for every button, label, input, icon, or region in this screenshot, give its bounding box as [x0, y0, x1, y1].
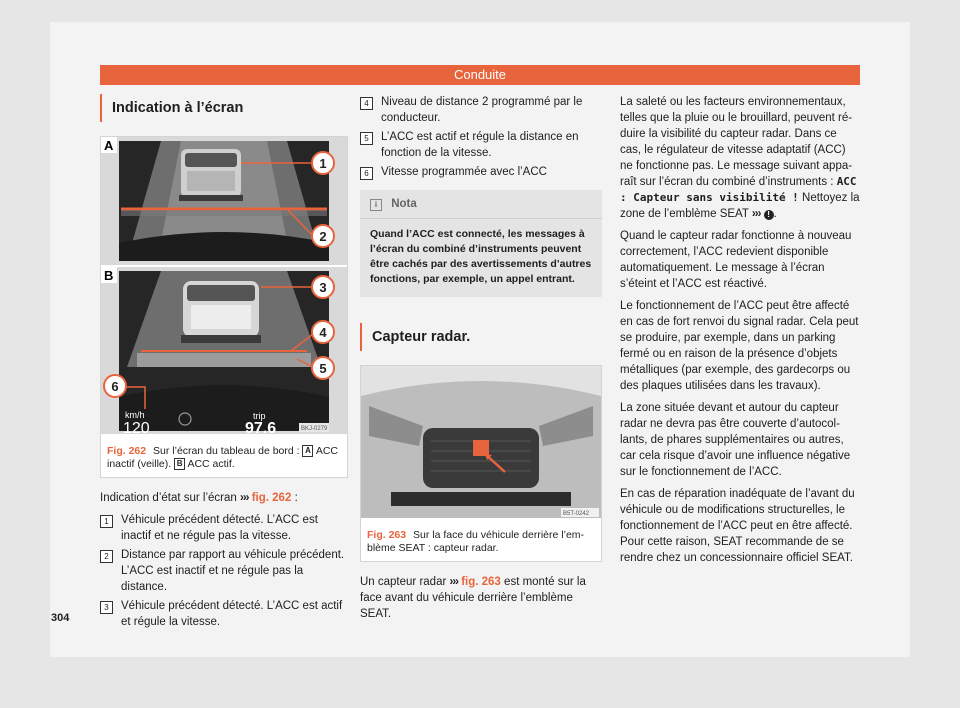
column-right	[620, 94, 860, 572]
list-item: 1 Véhicule précédent détecté. L’ACC est inactif et ne régule pas la vitesse.	[100, 512, 348, 544]
figure-code: BKJ-0279	[301, 426, 328, 432]
column-middle	[360, 94, 602, 628]
speed-unit: km/h	[125, 410, 145, 420]
panel-a-label: A	[104, 138, 114, 153]
figure-263	[360, 365, 602, 562]
list-item: 2 Distance par rapport au véhicule précédent. L’ACC est inactif et ne régule pas la distance.	[100, 547, 348, 595]
figure-number: Fig. 262	[107, 445, 147, 457]
callout-3	[312, 276, 334, 298]
key-b-badge: B	[174, 458, 185, 470]
callout-4	[312, 321, 334, 343]
svg-text:6: 6	[111, 379, 119, 394]
figure-262-caption	[101, 439, 347, 477]
paragraph: Quand le capteur radar fonctionne à nouveau correctement, l’ACC redevient disponible automatiquement. Le message à l’écran s’éteint et l’ACC est réactivé.	[620, 230, 852, 290]
item-number-badge: 4	[360, 97, 373, 110]
cluster-display-illustration	[101, 137, 347, 434]
figure-262	[100, 136, 348, 478]
arrow-glyph: ›››	[449, 576, 458, 588]
list-item: 4 Niveau de distance 2 programmé par le conducteur.	[360, 94, 602, 126]
radar-sensor-mark	[473, 440, 489, 456]
list-item: 3 Véhicule précédent détecté. L’ACC est actif et régule la vitesse.	[100, 598, 348, 630]
callout-5	[312, 357, 334, 379]
svg-text:3: 3	[319, 280, 327, 295]
page-number: 304	[51, 612, 70, 624]
item-number-badge: 3	[100, 601, 113, 614]
caption-text: ACC actif.	[187, 458, 235, 470]
item-number-badge: 6	[360, 167, 373, 180]
callout-1	[312, 152, 334, 174]
chapter-header	[100, 65, 860, 85]
warning-icon[interactable]: !	[764, 210, 774, 220]
paragraph: La saleté ou les facteurs environnementaux, telles que la pluie ou le brouillard, peuvent réduire la visibilité du capteur radar. Dans ce cas, le régulateur de vitesse adaptatif (ACC) ne fonctionne pas. Le message suivant apparaît sur l’écran du combiné d’instruments : ACC : Capteur sans visibilité ! Nettoyez la zone de l’emblème SEAT ››› ! .	[620, 96, 860, 220]
caption-text: ACC inactif (veille).	[107, 445, 338, 470]
info-icon: i	[370, 199, 382, 211]
svg-text:2: 2	[319, 229, 327, 244]
item-number-badge: 5	[360, 132, 373, 145]
fig-262-link[interactable]: fig. 262	[251, 492, 292, 504]
item-number-badge: 1	[100, 515, 113, 528]
note-box	[360, 190, 602, 297]
callout-2	[312, 225, 334, 247]
radar-sensor-illustration	[361, 366, 601, 518]
note-header	[360, 190, 602, 219]
trip-label: trip	[253, 411, 266, 421]
fig-263-link[interactable]: fig. 263	[461, 576, 501, 588]
chapter-title: Conduite	[453, 67, 507, 82]
figure-code: B5T-0242	[563, 511, 590, 517]
svg-text:5: 5	[319, 361, 327, 376]
trip-value: 97.6	[245, 420, 277, 434]
figure-number: Fig. 263	[367, 529, 407, 541]
caption-text: Sur l’écran du tableau de bord :	[153, 445, 300, 457]
item-number-badge: 2	[100, 550, 113, 563]
svg-text:4: 4	[319, 325, 327, 340]
note-title: Nota	[391, 198, 417, 210]
list-item: 6 Vitesse programmée avec l’ACC	[360, 164, 602, 180]
svg-text:1: 1	[319, 156, 327, 171]
note-text: Quand l’ACC est connecté, les messages à l’écran du combiné d’instruments peuvent être cachés par des avertissements d’autres fonctions, par exemple, un appel entrant.	[370, 228, 592, 285]
callout-6	[104, 375, 126, 397]
paragraph: La zone située devant et autour du capteur radar ne devra pas être couverte d’autocollants, de phares supplémentaires ou autres, car cela risque d’avoir une influence négative sur le fonctionnement de l’ACC.	[620, 402, 851, 478]
column-left	[100, 94, 348, 633]
list-item: 5 L’ACC est actif et régule la distance en fonction de la vitesse.	[360, 129, 602, 161]
key-a-badge: A	[302, 445, 313, 457]
section-title-indication: Indication à l’écran	[100, 94, 348, 122]
section-title-radar: Capteur radar.	[360, 323, 602, 351]
paragraph: Le fonctionnement de l’ACC peut être affecté en cas de fort renvoi du signal radar. Cela peut se produire, par exemple, dans un parking fermé ou en raison de la présence d’objets métalliques (par exemple, des gardecorps ou des plaques utilisées dans les travaux).	[620, 300, 859, 392]
figure-263-caption	[361, 523, 601, 561]
speed-value: 120	[123, 420, 150, 434]
caption-text: Sur la face du véhicule derrière l’emblème SEAT : capteur radar.	[367, 529, 585, 554]
intro-paragraph: Indication d’état sur l’écran ››› fig. 262 :	[100, 492, 298, 504]
arrow-glyph: ›››	[751, 208, 761, 220]
radar-paragraph: Un capteur radar ››› fig. 263 est monté sur la face avant du véhicule derrière l’emblème SEAT.	[360, 576, 586, 620]
display-message-code: ACC : Capteur sans visibilité !	[620, 175, 857, 204]
arrow-glyph: ›››	[240, 492, 249, 504]
paragraph: En cas de réparation inadéquate de l’avant du véhicule ou de modifications structurelles, le fonctionnement de l’ACC peut en être affecté. Pour cette raison, SEAT recommande de se rendre chez un concessionnaire officiel SEAT.	[620, 488, 855, 564]
panel-b-label: B	[104, 268, 114, 283]
